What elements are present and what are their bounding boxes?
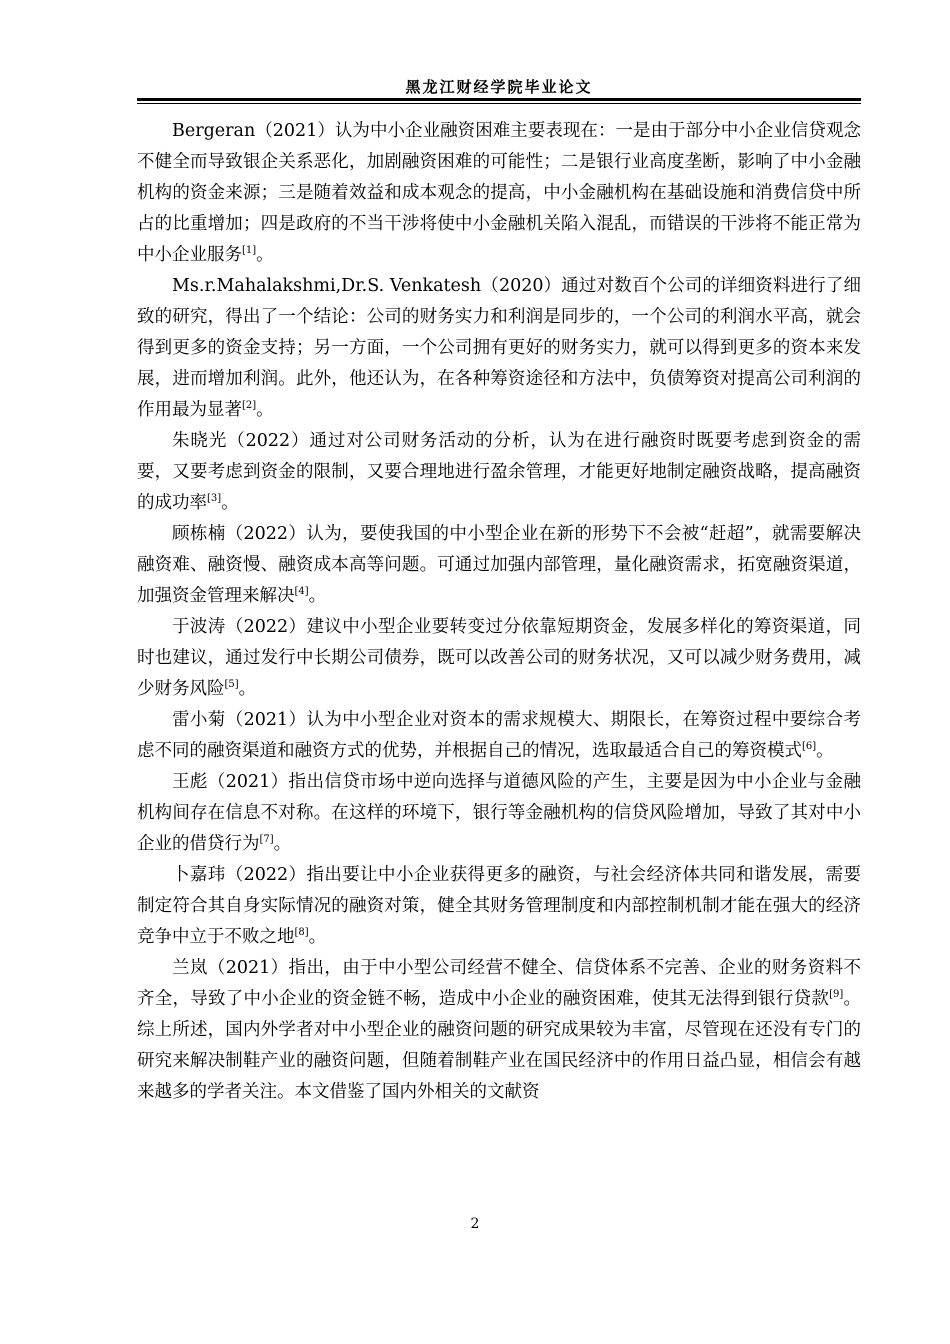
paragraph-tail: 。	[256, 245, 274, 265]
body-text	[137, 116, 861, 1108]
paragraph	[137, 767, 861, 860]
paragraph-tail: 。	[308, 586, 327, 606]
paragraph	[137, 519, 861, 612]
page-number: 2	[470, 1216, 480, 1232]
paragraph-text: 于波涛（2022）建议中小型企业要转变过分依靠短期资金，发展多样化的筹资渠道，同时也建议，通过发行中长期公司债券，既可以改善公司的财务状况，又可以减少财务费用，减少财务风险	[137, 617, 861, 699]
paragraph-tail: 。	[816, 741, 834, 761]
citation-mark: [8]	[294, 927, 309, 939]
citation-mark: [5]	[224, 679, 239, 691]
citation-mark: [2]	[242, 400, 257, 412]
paragraph-text: 雷小菊（2021）认为中小型企业对资本的需求规模大、期限长，在筹资过程中要综合考虑不同的融资渠道和融资方式的优势，并根据自己的情况，选取最适合自己的筹资模式	[137, 710, 861, 761]
citation-mark: [9]	[829, 989, 844, 1001]
paragraph	[137, 426, 861, 519]
paragraph-tail: 。	[238, 679, 257, 699]
paragraph-text: 王彪（2021）指出信贷市场中逆向选择与道德风险的产生，主要是因为中小企业与金融机构间存在信息不对称。在这样的环境下，银行等金融机构的信贷风险增加，导致了其对中小企业的借贷行为	[137, 772, 861, 854]
citation-mark: [4]	[294, 586, 309, 598]
running-header: 黑龙江财经学院毕业论文	[405, 78, 593, 96]
citation-mark: [3]	[207, 493, 222, 505]
paragraph-tail: 。	[256, 400, 274, 420]
paragraph-tail: 。综上所述，国内外学者对中小型企业的融资问题的研究成果较为丰富，尽管现在还没有专门的研究来解决制鞋产业的融资问题，但随着制鞋产业在国民经济中的作用日益凸显，相信会有越来越多的学者关注。本文借鉴了国内外相关的文献资	[137, 989, 862, 1102]
paragraph-tail: 。	[273, 834, 292, 854]
paragraph-tail: 。	[308, 927, 327, 947]
paragraph	[137, 612, 861, 705]
header-rule-thin	[137, 103, 861, 104]
paragraph-text: 卜嘉玮（2022）指出要让中小企业获得更多的融资，与社会经济体共同和谐发展，需要制定符合其自身实际情况的融资对策，健全其财务管理制度和内部控制机制才能在强大的经济竞争中立于不败之地	[137, 865, 861, 947]
paragraph	[137, 860, 861, 953]
paragraph-text: 兰岚（2021）指出，由于中小型公司经营不健全、信贷体系不完善、企业的财务资料不齐全，导致了中小企业的资金链不畅，造成中小企业的融资困难，使其无法得到银行贷款	[137, 958, 861, 1009]
paragraph	[137, 953, 861, 1108]
paragraph	[137, 271, 861, 426]
header-rule-thick	[137, 98, 861, 101]
citation-mark: [1]	[242, 245, 257, 257]
paragraph-text: Ms.r.Mahalakshmi,Dr.S. Venkatesh（2020）通过对数百个公司的详细资料进行了细致的研究，得出了一个结论：公司的财务实力和利润是同步的，一个公司的利润水平高，就会得到更多的资金支持；另一方面，一个公司拥有更好的财务实力，就可以得到更多的资本来发展，进而增加利润。此外，他还认为，在各种筹资途径和方法中，负债筹资对提高公司利润的作用最为显著	[137, 276, 861, 420]
citation-mark: [7]	[259, 834, 274, 846]
paragraph	[137, 705, 861, 767]
paragraph-text: Bergeran（2021）认为中小企业融资困难主要表现在：一是由于部分中小企业信贷观念不健全而导致银企关系恶化，加剧融资困难的可能性；二是银行业高度垄断，影响了中小金融机构的资金来源；三是随着效益和成本观念的提高，中小金融机构在基础设施和消费信贷中所占的比重增加；四是政府的不当干涉将使中小金融机关陷入混乱，而错误的干涉将不能正常为中小企业服务	[137, 121, 861, 265]
paragraph	[137, 116, 861, 271]
paragraph-tail: 。	[221, 493, 239, 513]
citation-mark: [6]	[802, 741, 817, 753]
paragraph-text: 朱晓光（2022）通过对公司财务活动的分析，认为在进行融资时既要考虑到资金的需要，又要考虑到资金的限制，又要合理地进行盈余管理，才能更好地制定融资战略，提高融资的成功率	[137, 431, 861, 513]
paragraph-text: 顾栋楠（2022）认为，要使我国的中小型企业在新的形势下不会被“赶超”，就需要解决融资难、融资慢、融资成本高等问题。可通过加强内部管理，量化融资需求，拓宽融资渠道，加强资金管理来解决	[137, 524, 861, 606]
